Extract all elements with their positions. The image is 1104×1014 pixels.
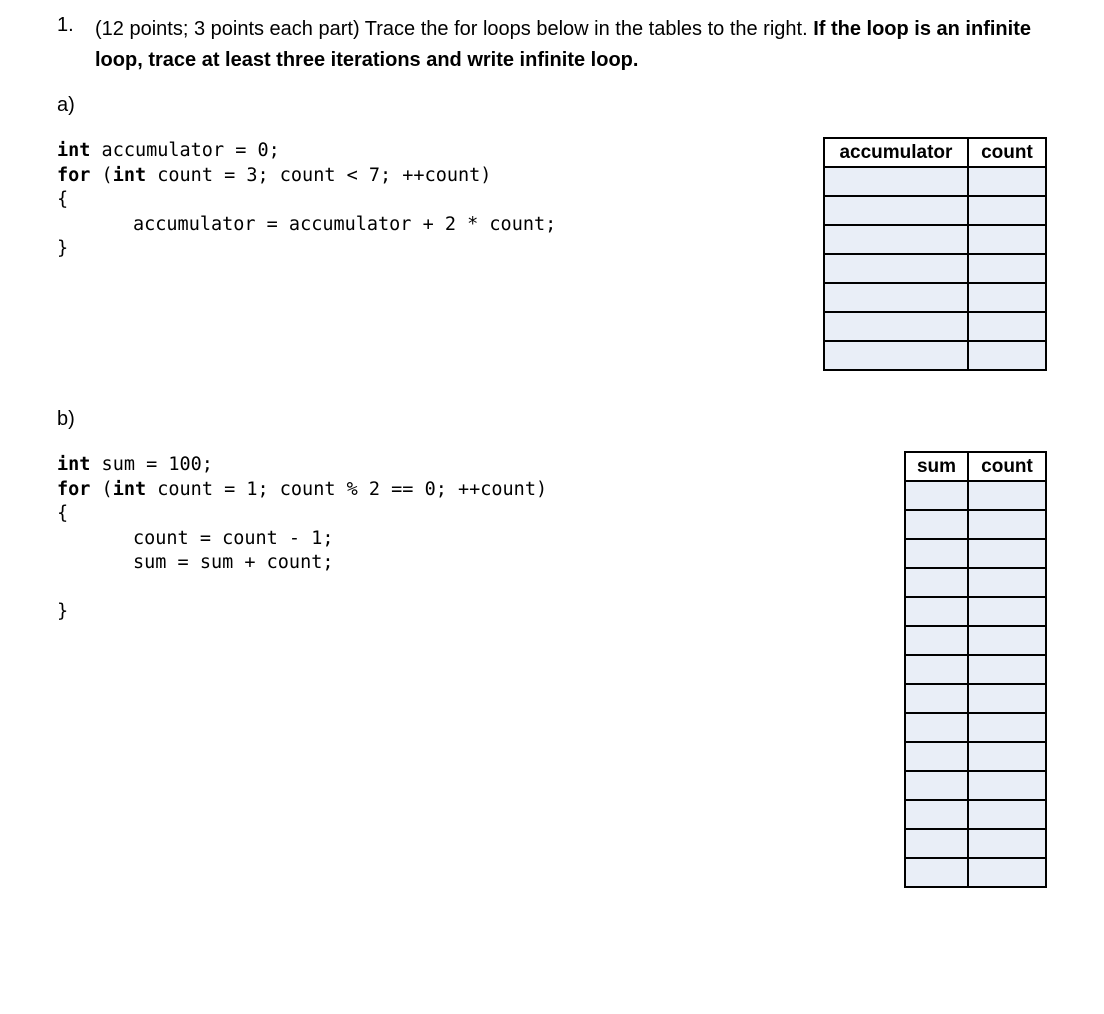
trace-cell-count[interactable]: [968, 597, 1046, 626]
trace-row: [905, 829, 1046, 858]
part-b-trace-table: [904, 451, 1047, 888]
trace-cell-sum[interactable]: [905, 771, 968, 800]
part-a-trace-table: [823, 137, 1047, 371]
code-line: [57, 188, 556, 213]
code-line: [57, 164, 556, 189]
trace-row: [905, 539, 1046, 568]
trace-cell-sum[interactable]: [905, 800, 968, 829]
code-text: }: [57, 238, 69, 259]
trace-cell-count[interactable]: [968, 771, 1046, 800]
trace-cell-accumulator[interactable]: [824, 225, 968, 254]
code-text: accumulator = accumulator + 2 * count;: [133, 213, 557, 235]
trace-cell-sum[interactable]: [905, 684, 968, 713]
trace-header-accumulator: accumulator: [824, 138, 968, 167]
trace-cell-count[interactable]: [968, 196, 1046, 225]
part-a-code: [57, 139, 556, 262]
question-intro: (12 points; 3 points each part) Trace the for loops below in the tables to the right.: [95, 18, 808, 40]
trace-cell-sum[interactable]: [905, 510, 968, 539]
question-bold-instruction: If the loop is an infinite loop, trace at least three iterations and write infinite loop.: [95, 18, 1031, 71]
trace-cell-count[interactable]: [968, 742, 1046, 771]
trace-cell-sum[interactable]: [905, 655, 968, 684]
trace-cell-sum[interactable]: [905, 539, 968, 568]
trace-row: [824, 167, 1046, 196]
trace-header-count: count: [968, 138, 1046, 167]
code-line: [57, 600, 547, 625]
trace-cell-sum[interactable]: [905, 713, 968, 742]
code-line: [57, 527, 547, 552]
code-line: [57, 453, 547, 478]
trace-cell-count[interactable]: [968, 539, 1046, 568]
trace-row: [905, 655, 1046, 684]
code-line: [57, 478, 547, 503]
code-keyword: int: [57, 140, 91, 161]
code-line: [57, 551, 547, 576]
trace-cell-sum[interactable]: [905, 829, 968, 858]
trace-row: [824, 312, 1046, 341]
code-text: count = 3; count < 7; ++count): [146, 164, 492, 186]
trace-cell-count[interactable]: [968, 312, 1046, 341]
trace-cell-accumulator[interactable]: [824, 254, 968, 283]
code-keyword: int: [57, 454, 91, 475]
part-a-label: a): [57, 94, 75, 116]
trace-header-sum: sum: [905, 452, 968, 481]
code-text: (: [90, 164, 113, 186]
code-line: [57, 502, 547, 527]
trace-cell-sum[interactable]: [905, 568, 968, 597]
question-number: 1.: [57, 14, 74, 36]
trace-cell-sum[interactable]: [905, 742, 968, 771]
code-keyword: for: [57, 164, 91, 186]
trace-cell-count[interactable]: [968, 858, 1046, 887]
code-line: [57, 139, 556, 164]
trace-row: [824, 196, 1046, 225]
trace-row: [905, 481, 1046, 510]
trace-cell-count[interactable]: [968, 225, 1046, 254]
trace-row: [905, 800, 1046, 829]
part-b-label: b): [57, 408, 75, 430]
trace-cell-sum[interactable]: [905, 597, 968, 626]
trace-cell-sum[interactable]: [905, 481, 968, 510]
code-line: [57, 237, 556, 262]
trace-row: [824, 225, 1046, 254]
code-text: sum = sum + count;: [133, 552, 334, 573]
trace-cell-count[interactable]: [968, 254, 1046, 283]
code-text: count = 1; count % 2 == 0; ++count): [146, 478, 548, 500]
trace-cell-count[interactable]: [968, 684, 1046, 713]
trace-cell-count[interactable]: [968, 800, 1046, 829]
trace-cell-count[interactable]: [968, 167, 1046, 196]
trace-cell-sum[interactable]: [905, 858, 968, 887]
trace-cell-accumulator[interactable]: [824, 312, 968, 341]
trace-row: [905, 684, 1046, 713]
question-text: [95, 14, 1055, 76]
trace-cell-count[interactable]: [968, 568, 1046, 597]
code-keyword: for: [57, 478, 91, 500]
trace-row: [905, 597, 1046, 626]
part-b-code: [57, 453, 547, 625]
code-line: [57, 213, 556, 238]
trace-cell-count[interactable]: [968, 283, 1046, 312]
code-line: [57, 576, 547, 601]
code-text: count = count - 1;: [133, 527, 334, 549]
trace-cell-accumulator[interactable]: [824, 167, 968, 196]
trace-row: [905, 858, 1046, 887]
trace-cell-count[interactable]: [968, 341, 1046, 370]
trace-cell-count[interactable]: [968, 481, 1046, 510]
trace-cell-accumulator[interactable]: [824, 341, 968, 370]
trace-cell-accumulator[interactable]: [824, 196, 968, 225]
code-text: (: [90, 478, 113, 500]
trace-header-count: count: [968, 452, 1046, 481]
trace-row: [905, 510, 1046, 539]
trace-row: [824, 283, 1046, 312]
trace-row: [824, 254, 1046, 283]
trace-cell-count[interactable]: [968, 829, 1046, 858]
trace-row: [905, 626, 1046, 655]
trace-row: [905, 771, 1046, 800]
trace-row: [905, 713, 1046, 742]
trace-row: [824, 341, 1046, 370]
trace-cell-count[interactable]: [968, 510, 1046, 539]
code-text: {: [57, 503, 69, 524]
code-text: {: [57, 189, 69, 210]
trace-cell-count[interactable]: [968, 655, 1046, 684]
code-text: sum = 100;: [90, 454, 213, 475]
trace-row: [905, 742, 1046, 771]
trace-row: [905, 568, 1046, 597]
trace-cell-count[interactable]: [968, 713, 1046, 742]
code-keyword: int: [112, 164, 147, 186]
code-keyword: int: [112, 478, 147, 500]
code-text: accumulator = 0;: [90, 140, 280, 161]
trace-cell-accumulator[interactable]: [824, 283, 968, 312]
code-text: }: [57, 601, 69, 622]
trace-cell-count[interactable]: [968, 626, 1046, 655]
trace-cell-sum[interactable]: [905, 626, 968, 655]
